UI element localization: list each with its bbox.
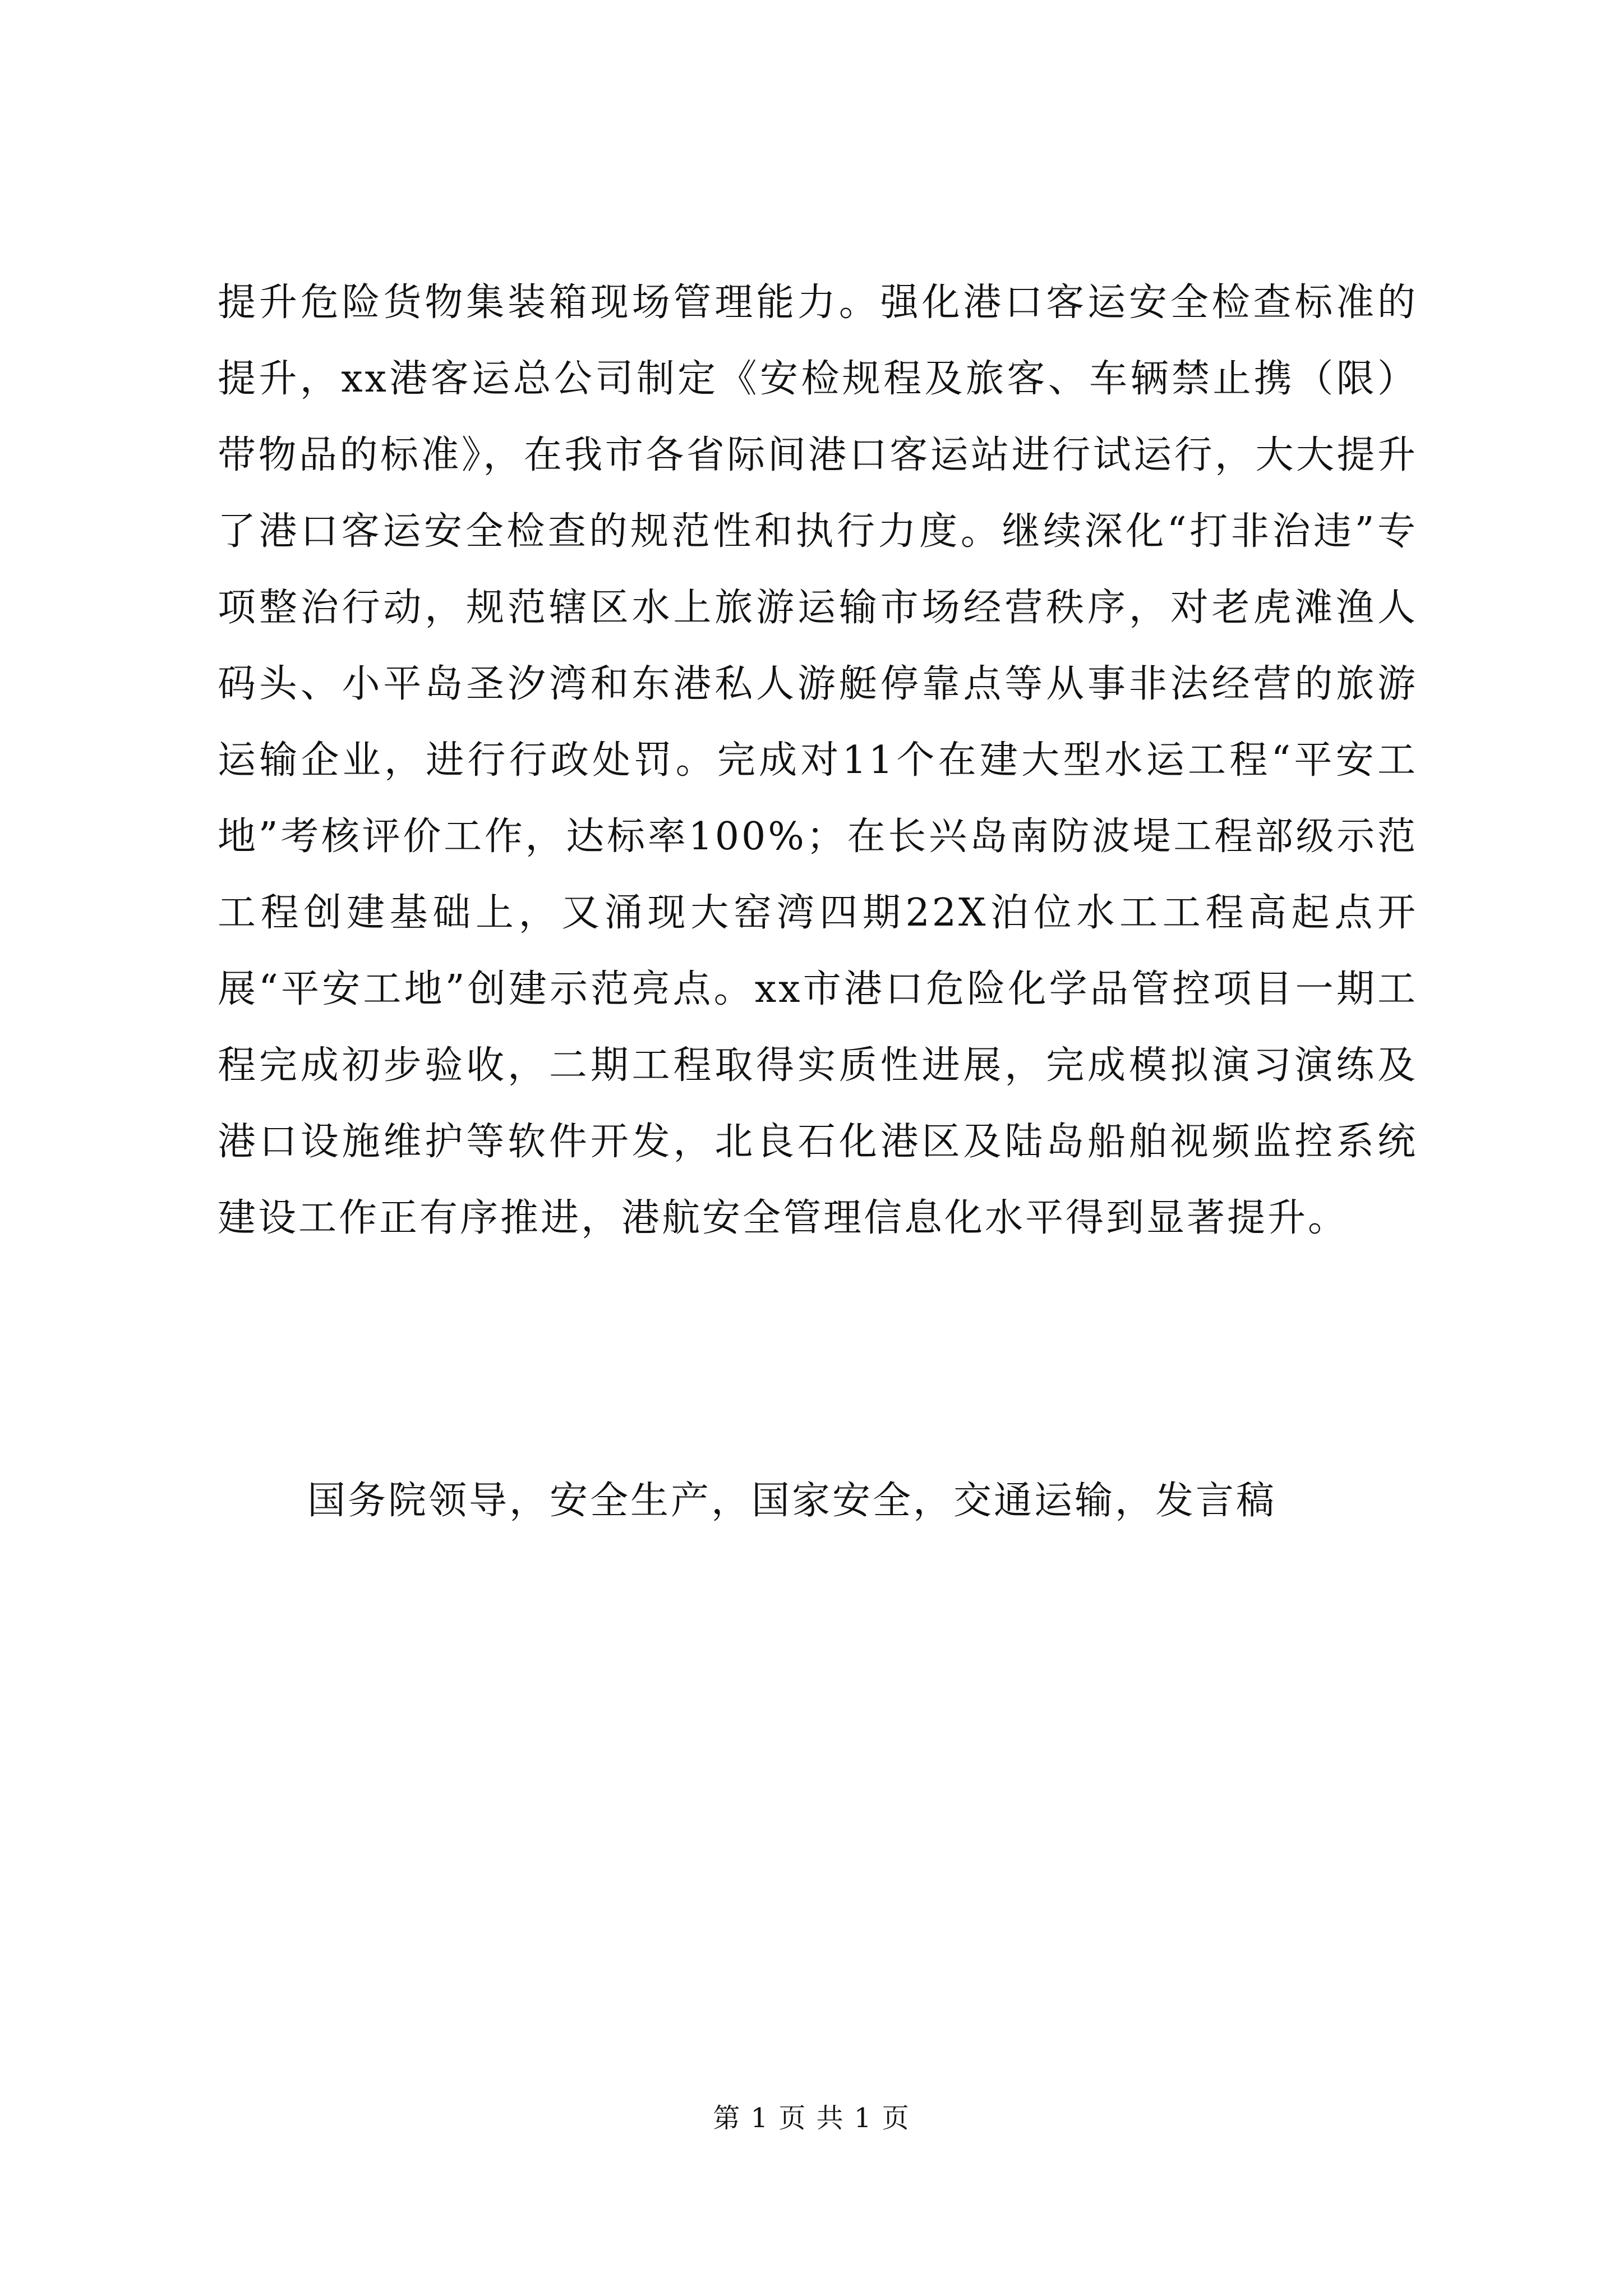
keywords-line: 国务院领导，安全生产，国家安全，交通运输，发言稿 [307, 1479, 1277, 1523]
page-number-footer: 第 1 页 共 1 页 [713, 2102, 910, 2134]
body-paragraph: 提升危险货物集装箱现场管理能力。强化港口客运安全检查标准的提升，xx港客运总公司制定《安检规程及旅客、车辆禁止携（限）带物品的标准》，在我市各省际间港口客运站进行试运行，大大提升了港口客运安全检查的规范性和执行力度。继续深化“打非治违”专项整治行动，规范辖区水上旅游运输市场经营秩序，对老虎滩渔人码头、小平岛圣汐湾和东港私人游艇停靠点等从事非法经营的旅游运输企业，进行行政处罚。完成对11个在建大型水运工程“平安工地”考核评价工作，达标率100%；在长兴岛南防波堤工程部级示范工程创建基础上，又涌现大窑湾四期22X泊位水工工程高起点开展“平安工地”创建示范亮点。xx市港口危险化学品管控项目一期工程完成初步验收，二期工程取得实质性进展，完成模拟演习演练及港口设施维护等软件开发，北良石化港区及陆岛船舶视频监控系统建设工作正有序推进，港航安全管理信息化水平得到显著提升。 [218, 280, 1418, 1240]
